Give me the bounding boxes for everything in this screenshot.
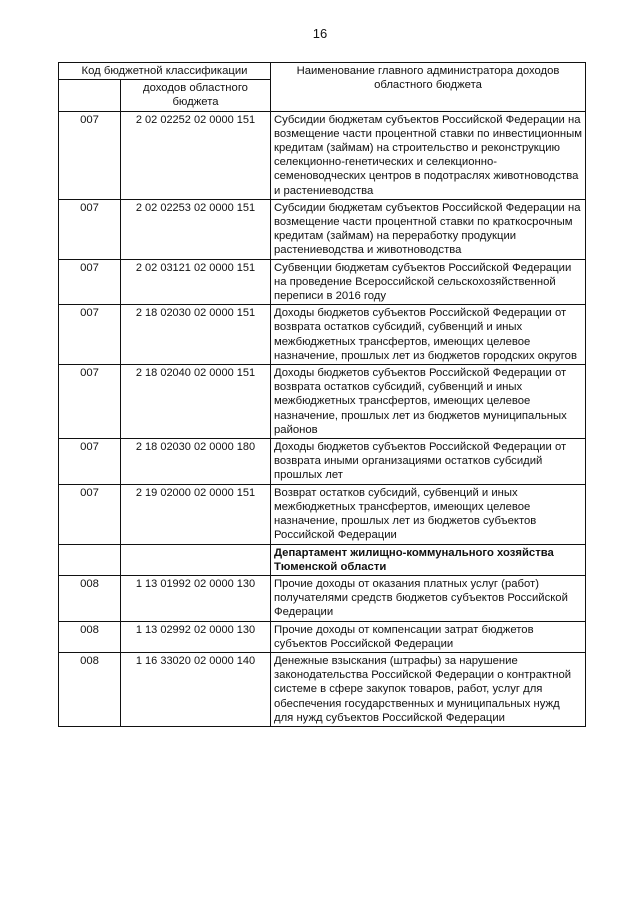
revenue-code-cell: 2 02 02252 02 0000 151 xyxy=(121,111,271,199)
admin-code-cell: 007 xyxy=(59,439,121,485)
administrator-name-cell: Субсидии бюджетам субъектов Российской Федерации на возмещение части процентной ставки по краткосрочным кредитам (займам) на переработку продукции растениеводства и животноводства xyxy=(271,199,586,259)
revenue-code-cell: 2 18 02030 02 0000 151 xyxy=(121,305,271,365)
administrator-name-cell: Прочие доходы от оказания платных услуг (работ) получателями средств бюджетов субъектов Российской Федерации xyxy=(271,575,586,621)
administrator-name-cell: Доходы бюджетов субъектов Российской Федерации от возврата остатков субсидий, субвенций и иных межбюджетных трансфертов, имеющих целевое назначение, прошлых лет из бюджетов муниципальных районов xyxy=(271,365,586,439)
revenue-code-cell: 2 18 02030 02 0000 180 xyxy=(121,439,271,485)
table-row xyxy=(59,575,586,621)
table-row xyxy=(59,305,586,365)
administrator-name-cell: Субсидии бюджетам субъектов Российской Федерации на возмещение части процентной ставки по инвестиционным кредитам (займам) на строительство и реконструкцию селекционно-генетических и селекционно-семеноводческих центров в подотраслях животноводства и растениеводства xyxy=(271,111,586,199)
revenue-code-cell: 1 13 01992 02 0000 130 xyxy=(121,575,271,621)
admin-code-cell: 007 xyxy=(59,259,121,305)
table-row xyxy=(59,259,586,305)
table-row xyxy=(59,652,586,726)
administrator-name-cell: Субвенции бюджетам субъектов Российской Федерации на проведение Всероссийской сельскохозяйственной переписи в 2016 году xyxy=(271,259,586,305)
administrator-name-cell: Доходы бюджетов субъектов Российской Федерации от возврата иными организациями остатков субсидий прошлых лет xyxy=(271,439,586,485)
table-row xyxy=(59,484,586,544)
revenue-code-cell: 2 02 02253 02 0000 151 xyxy=(121,199,271,259)
table-header-row xyxy=(59,63,586,80)
admin-code-cell: 008 xyxy=(59,652,121,726)
admin-code-cell: 007 xyxy=(59,365,121,439)
admin-code-cell: 008 xyxy=(59,621,121,652)
revenue-code-cell: 2 19 02000 02 0000 151 xyxy=(121,484,271,544)
administrator-name-cell: Возврат остатков субсидий, субвенций и иных межбюджетных трансфертов, имеющих целевое назначение, прошлых лет из бюджетов субъектов Российской Федерации xyxy=(271,484,586,544)
header-admin-blank xyxy=(59,80,121,111)
header-budget-classification-code: Код бюджетной классификации xyxy=(59,63,271,80)
admin-code-cell: 007 xyxy=(59,111,121,199)
table-row xyxy=(59,439,586,485)
admin-code-cell: 007 xyxy=(59,305,121,365)
revenue-code-cell: 2 02 03121 02 0000 151 xyxy=(121,259,271,305)
administrator-name-cell: Доходы бюджетов субъектов Российской Федерации от возврата остатков субсидий, субвенций и иных межбюджетных трансфертов, имеющих целевое назначение, прошлых лет из бюджетов городских округов xyxy=(271,305,586,365)
table-row xyxy=(59,111,586,199)
revenue-code-cell xyxy=(121,544,271,575)
admin-code-cell xyxy=(59,544,121,575)
revenue-code-cell: 1 13 02992 02 0000 130 xyxy=(121,621,271,652)
section-header-row xyxy=(59,544,586,575)
header-regional-revenue: доходов областного бюджета xyxy=(121,80,271,111)
administrator-name-cell: Прочие доходы от компенсации затрат бюджетов субъектов Российской Федерации xyxy=(271,621,586,652)
admin-code-cell: 008 xyxy=(59,575,121,621)
table-body xyxy=(59,111,586,726)
table-row xyxy=(59,621,586,652)
revenue-codes-table xyxy=(58,62,586,727)
admin-code-cell: 007 xyxy=(59,199,121,259)
table-row xyxy=(59,199,586,259)
revenue-code-cell: 2 18 02040 02 0000 151 xyxy=(121,365,271,439)
administrator-name-cell: Департамент жилищно-коммунального хозяйства Тюменской области xyxy=(271,544,586,575)
table-row xyxy=(59,365,586,439)
header-administrator-name: Наименование главного администратора доходов областного бюджета xyxy=(271,63,586,112)
page-number: 16 xyxy=(312,26,328,41)
administrator-name-cell: Денежные взыскания (штрафы) за нарушение законодательства Российской Федерации о контрактной системе в сфере закупок товаров, работ, услуг для обеспечения государственных и муниципальных нужд для нужд субъектов Российской Федерации xyxy=(271,652,586,726)
admin-code-cell: 007 xyxy=(59,484,121,544)
revenue-code-cell: 1 16 33020 02 0000 140 xyxy=(121,652,271,726)
